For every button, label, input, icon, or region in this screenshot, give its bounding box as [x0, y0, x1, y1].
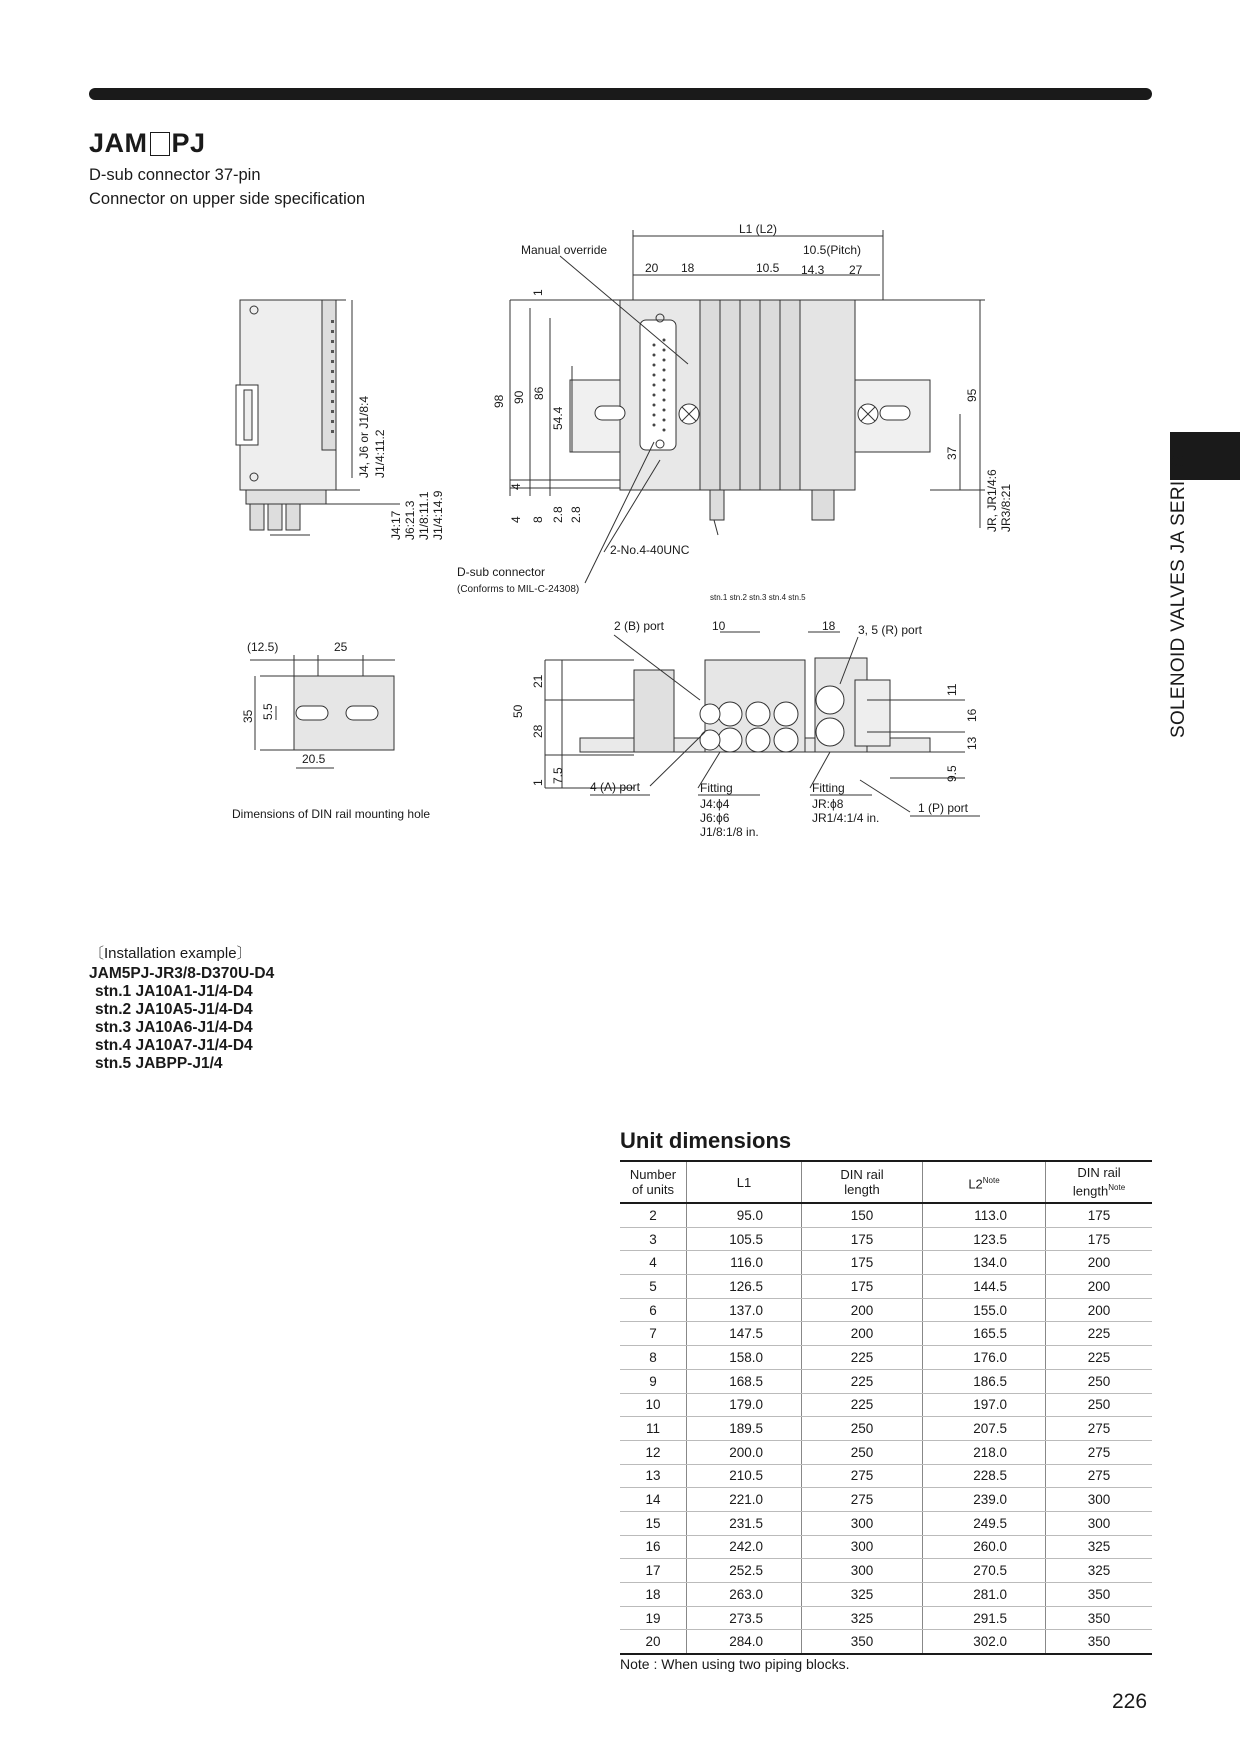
dim-98: 98: [492, 394, 506, 408]
table-cell: 137.0: [687, 1298, 802, 1322]
dim-pitch: 10.5(Pitch): [803, 243, 862, 257]
table-row: [620, 1393, 1152, 1417]
label-r-port: 3, 5 (R) port: [858, 623, 923, 637]
table-cell: 225: [802, 1346, 923, 1370]
table-cell: 19: [620, 1606, 687, 1630]
table-cell: 270.5: [923, 1559, 1046, 1583]
table-cell: 350: [1046, 1583, 1153, 1607]
table-cell: 300: [802, 1511, 923, 1535]
side-view: [236, 300, 400, 535]
table-cell: 9: [620, 1369, 687, 1393]
table-cell: 20: [620, 1630, 687, 1654]
table-cell: 300: [1046, 1488, 1153, 1512]
label-stations: stn.1 stn.2 stn.3 stn.4 stn.5: [710, 593, 806, 602]
table-cell: 175: [1046, 1227, 1153, 1251]
table-cell: 13: [620, 1464, 687, 1488]
table-cell: 249.5: [923, 1511, 1046, 1535]
side-series-label: SOLENOID VALVES JA SERIES: [1168, 454, 1189, 738]
table-cell: 16: [620, 1535, 687, 1559]
label-dsub: D-sub connector: [457, 565, 546, 579]
table-cell: 116.0: [687, 1251, 802, 1275]
table-row: [620, 1251, 1152, 1275]
table-cell: 175: [802, 1251, 923, 1275]
din-dim-5-5: 5.5: [261, 703, 275, 720]
front-dim-11: 11: [945, 683, 959, 696]
dim-90: 90: [512, 390, 526, 404]
table-row: [620, 1417, 1152, 1441]
header-text: of units: [632, 1182, 674, 1197]
table-cell: 197.0: [923, 1393, 1046, 1417]
table-row: [620, 1464, 1152, 1488]
side-dim-j4d: J6:21.3: [403, 500, 417, 540]
table-cell: 263.0: [687, 1583, 802, 1607]
header-text: Number: [629, 1167, 677, 1182]
table-cell: 325: [802, 1606, 923, 1630]
table-cell: 291.5: [923, 1606, 1046, 1630]
table-cell: 200.0: [687, 1440, 802, 1464]
header-text: length: [1072, 1183, 1109, 1199]
label-mil: (Conforms to MIL-C-24308): [457, 584, 580, 595]
label-unc: 2-No.4-40UNC: [610, 543, 690, 557]
label-fitting-2: Fitting: [812, 781, 845, 795]
title-prefix: JAM: [89, 128, 148, 158]
dim-2-8a: 2.8: [551, 506, 565, 523]
table-cell: 123.5: [923, 1227, 1046, 1251]
label-fitting-1: Fitting: [700, 781, 733, 795]
label-b-port: 2 (B) port: [614, 619, 665, 633]
table-cell: 155.0: [923, 1298, 1046, 1322]
din-dim-25: 25: [334, 640, 348, 654]
table-cell: 350: [1046, 1606, 1153, 1630]
table-body: [620, 1203, 1152, 1654]
table-row: [620, 1298, 1152, 1322]
table-cell: 12: [620, 1440, 687, 1464]
table-row: [620, 1440, 1152, 1464]
col-din-rail-length: [802, 1161, 923, 1203]
front-dim-28: 28: [531, 724, 545, 738]
dim-l1l2: L1 (L2): [739, 222, 778, 236]
table-cell: 150: [802, 1203, 923, 1227]
table-cell: 225: [802, 1393, 923, 1417]
dim-jr-a: JR, JR1/4:6: [985, 469, 999, 532]
note-marker: Note: [1108, 1183, 1126, 1193]
table-cell: 242.0: [687, 1535, 802, 1559]
dim-10-5: 10.5: [756, 261, 780, 275]
table-cell: 250: [1046, 1369, 1153, 1393]
top-view: [510, 230, 985, 583]
dim-37: 37: [945, 446, 959, 460]
subtitle-connector: D-sub connector 37-pin: [89, 166, 261, 184]
table-cell: 18: [620, 1583, 687, 1607]
table-cell: 300: [802, 1559, 923, 1583]
table-cell: 207.5: [923, 1417, 1046, 1441]
front-dim-13: 13: [965, 736, 979, 750]
table-cell: 250: [802, 1440, 923, 1464]
table-row: [620, 1203, 1152, 1227]
table-cell: 275: [1046, 1440, 1153, 1464]
front-dim-1: 1: [531, 779, 545, 786]
front-dim-9-5: 9.5: [945, 765, 959, 782]
front-dim-7-5: 7.5: [551, 767, 565, 784]
side-dim-j4f: J1/4:14.9: [431, 490, 445, 540]
front-dim-10: 10: [712, 619, 726, 633]
page-number: 226: [1112, 1690, 1148, 1713]
dim-95: 95: [965, 388, 979, 402]
installation-heading: 〔Installation example〕: [89, 945, 252, 962]
table-cell: 165.5: [923, 1322, 1046, 1346]
subtitle-spec: Connector on upper side specification: [89, 190, 366, 208]
front-dim-16: 16: [965, 708, 979, 722]
table-cell: 134.0: [923, 1251, 1046, 1275]
table-cell: 5: [620, 1275, 687, 1299]
table-cell: 225: [1046, 1322, 1153, 1346]
dim-8: 8: [531, 516, 545, 523]
col-l2: [923, 1161, 1046, 1203]
side-dim-j4b: J1/4:11.2: [373, 429, 387, 478]
table-row: [620, 1488, 1152, 1512]
label-manual-override: Manual override: [521, 243, 608, 257]
side-dim-j4e: J1/8:11.1: [417, 491, 431, 540]
table-cell: 15: [620, 1511, 687, 1535]
table-cell: 17: [620, 1559, 687, 1583]
table-cell: 10: [620, 1393, 687, 1417]
station-line: stn.4 JA10A7-J1/4-D4: [95, 1037, 253, 1054]
table-cell: 14: [620, 1488, 687, 1512]
dim-1: 1: [531, 289, 545, 296]
installation-model: JAM5PJ-JR3/8-D370U-D4: [89, 965, 275, 982]
table-cell: 228.5: [923, 1464, 1046, 1488]
station-line: stn.5 JABPP-J1/4: [95, 1055, 223, 1072]
table-cell: 186.5: [923, 1369, 1046, 1393]
table-cell: 113.0: [923, 1203, 1046, 1227]
table-cell: 175: [802, 1227, 923, 1251]
front-dim-21: 21: [531, 674, 545, 688]
table-row: [620, 1227, 1152, 1251]
table-row: [620, 1511, 1152, 1535]
fitting-j18: J1/8:1/8 in.: [700, 825, 759, 839]
table-cell: 252.5: [687, 1559, 802, 1583]
table-cell: 95.0: [687, 1203, 802, 1227]
dim-2-8b: 2.8: [569, 506, 583, 523]
din-caption: Dimensions of DIN rail mounting hole: [232, 807, 431, 821]
dim-20: 20: [645, 261, 659, 275]
table-cell: 3: [620, 1227, 687, 1251]
table-cell: 126.5: [687, 1275, 802, 1299]
unit-dimensions-table: [620, 1160, 1152, 1655]
header-text: length: [844, 1182, 880, 1197]
header-text: DIN rail: [840, 1167, 884, 1182]
fitting-jr14: JR1/4:1/4 in.: [812, 811, 880, 825]
table-cell: 325: [802, 1583, 923, 1607]
table-cell: 325: [1046, 1559, 1153, 1583]
table-cell: 200: [1046, 1251, 1153, 1275]
table-row: [620, 1346, 1152, 1370]
station-line: stn.3 JA10A6-J1/4-D4: [95, 1019, 253, 1036]
din-dim-35: 35: [241, 709, 255, 723]
dim-27: 27: [849, 263, 863, 277]
din-dim-12-5: (12.5): [247, 640, 279, 654]
table-cell: 4: [620, 1251, 687, 1275]
side-dim-j4a: J4, J6 or J1/8:4: [357, 395, 371, 478]
table-cell: 275: [802, 1488, 923, 1512]
header-text: DIN rail: [1077, 1165, 1121, 1181]
col-l1: L1: [687, 1161, 802, 1203]
table-cell: 176.0: [923, 1346, 1046, 1370]
table-cell: 281.0: [923, 1583, 1046, 1607]
table-cell: 350: [1046, 1630, 1153, 1654]
table-cell: 175: [802, 1275, 923, 1299]
side-dim-j4c: J4:17: [389, 510, 403, 540]
table-cell: 218.0: [923, 1440, 1046, 1464]
table-cell: 8: [620, 1346, 687, 1370]
table-cell: 221.0: [687, 1488, 802, 1512]
table-cell: 200: [1046, 1275, 1153, 1299]
dim-4b: 4: [509, 516, 523, 523]
table-cell: 7: [620, 1322, 687, 1346]
table-cell: 189.5: [687, 1417, 802, 1441]
title-suffix: PJ: [171, 128, 206, 158]
station-line: stn.1 JA10A1-J1/4-D4: [95, 983, 253, 1000]
table-cell: 210.5: [687, 1464, 802, 1488]
table-cell: 11: [620, 1417, 687, 1441]
dim-4a: 4: [509, 483, 523, 490]
table-row: [620, 1535, 1152, 1559]
table-cell: 225: [802, 1369, 923, 1393]
table-row: [620, 1322, 1152, 1346]
table-row: [620, 1630, 1152, 1654]
table-cell: 6: [620, 1298, 687, 1322]
table-cell: 158.0: [687, 1346, 802, 1370]
table-cell: 325: [1046, 1535, 1153, 1559]
table-cell: 105.5: [687, 1227, 802, 1251]
table-row: [620, 1583, 1152, 1607]
table-cell: 147.5: [687, 1322, 802, 1346]
table-header-row: [620, 1161, 1152, 1203]
station-line: stn.2 JA10A5-J1/4-D4: [95, 1001, 253, 1018]
table-cell: 225: [1046, 1346, 1153, 1370]
table-cell: 350: [802, 1630, 923, 1654]
dim-jr-b: JR3/8:21: [999, 483, 1013, 532]
table-cell: 275: [1046, 1417, 1153, 1441]
table-note: Note : When using two piping blocks.: [620, 1656, 850, 1672]
dim-14-3: 14.3: [801, 263, 825, 277]
front-dim-50: 50: [511, 704, 525, 718]
col-din-rail-length-note: [1046, 1161, 1153, 1203]
fitting-jr: JR:ϕ8: [812, 797, 844, 811]
table-cell: 250: [802, 1417, 923, 1441]
table-cell: 179.0: [687, 1393, 802, 1417]
table-cell: 302.0: [923, 1630, 1046, 1654]
unit-dimensions-title: Unit dimensions: [620, 1128, 792, 1153]
note-marker: Note: [982, 1175, 1000, 1185]
table-cell: 260.0: [923, 1535, 1046, 1559]
label-p-port: 1 (P) port: [918, 801, 969, 815]
table-cell: 168.5: [687, 1369, 802, 1393]
label-a-port: 4 (A) port: [590, 780, 641, 794]
table-cell: 2: [620, 1203, 687, 1227]
table-cell: 239.0: [923, 1488, 1046, 1512]
table-cell: 275: [802, 1464, 923, 1488]
table-cell: 175: [1046, 1203, 1153, 1227]
table-row: [620, 1559, 1152, 1583]
front-dim-18: 18: [822, 619, 836, 633]
table-cell: 300: [1046, 1511, 1153, 1535]
installation-example: [89, 942, 274, 1073]
table-cell: 200: [802, 1322, 923, 1346]
fitting-j4: J4:ϕ4: [700, 797, 730, 811]
table-cell: 284.0: [687, 1630, 802, 1654]
table-cell: 200: [1046, 1298, 1153, 1322]
header-text: L2: [968, 1176, 983, 1192]
table-row: [620, 1275, 1152, 1299]
table-cell: 300: [802, 1535, 923, 1559]
dim-54-4: 54.4: [551, 406, 565, 430]
table-cell: 250: [1046, 1393, 1153, 1417]
fitting-j6: J6:ϕ6: [700, 811, 730, 825]
table-cell: 275: [1046, 1464, 1153, 1488]
table-cell: 273.5: [687, 1606, 802, 1630]
table-cell: 144.5: [923, 1275, 1046, 1299]
col-number-of-units: [620, 1161, 687, 1203]
table-row: [620, 1369, 1152, 1393]
dim-86: 86: [532, 386, 546, 400]
table-cell: 231.5: [687, 1511, 802, 1535]
table-cell: 200: [802, 1298, 923, 1322]
din-dim-20-5: 20.5: [302, 752, 326, 766]
dim-18: 18: [681, 261, 695, 275]
table-row: [620, 1606, 1152, 1630]
